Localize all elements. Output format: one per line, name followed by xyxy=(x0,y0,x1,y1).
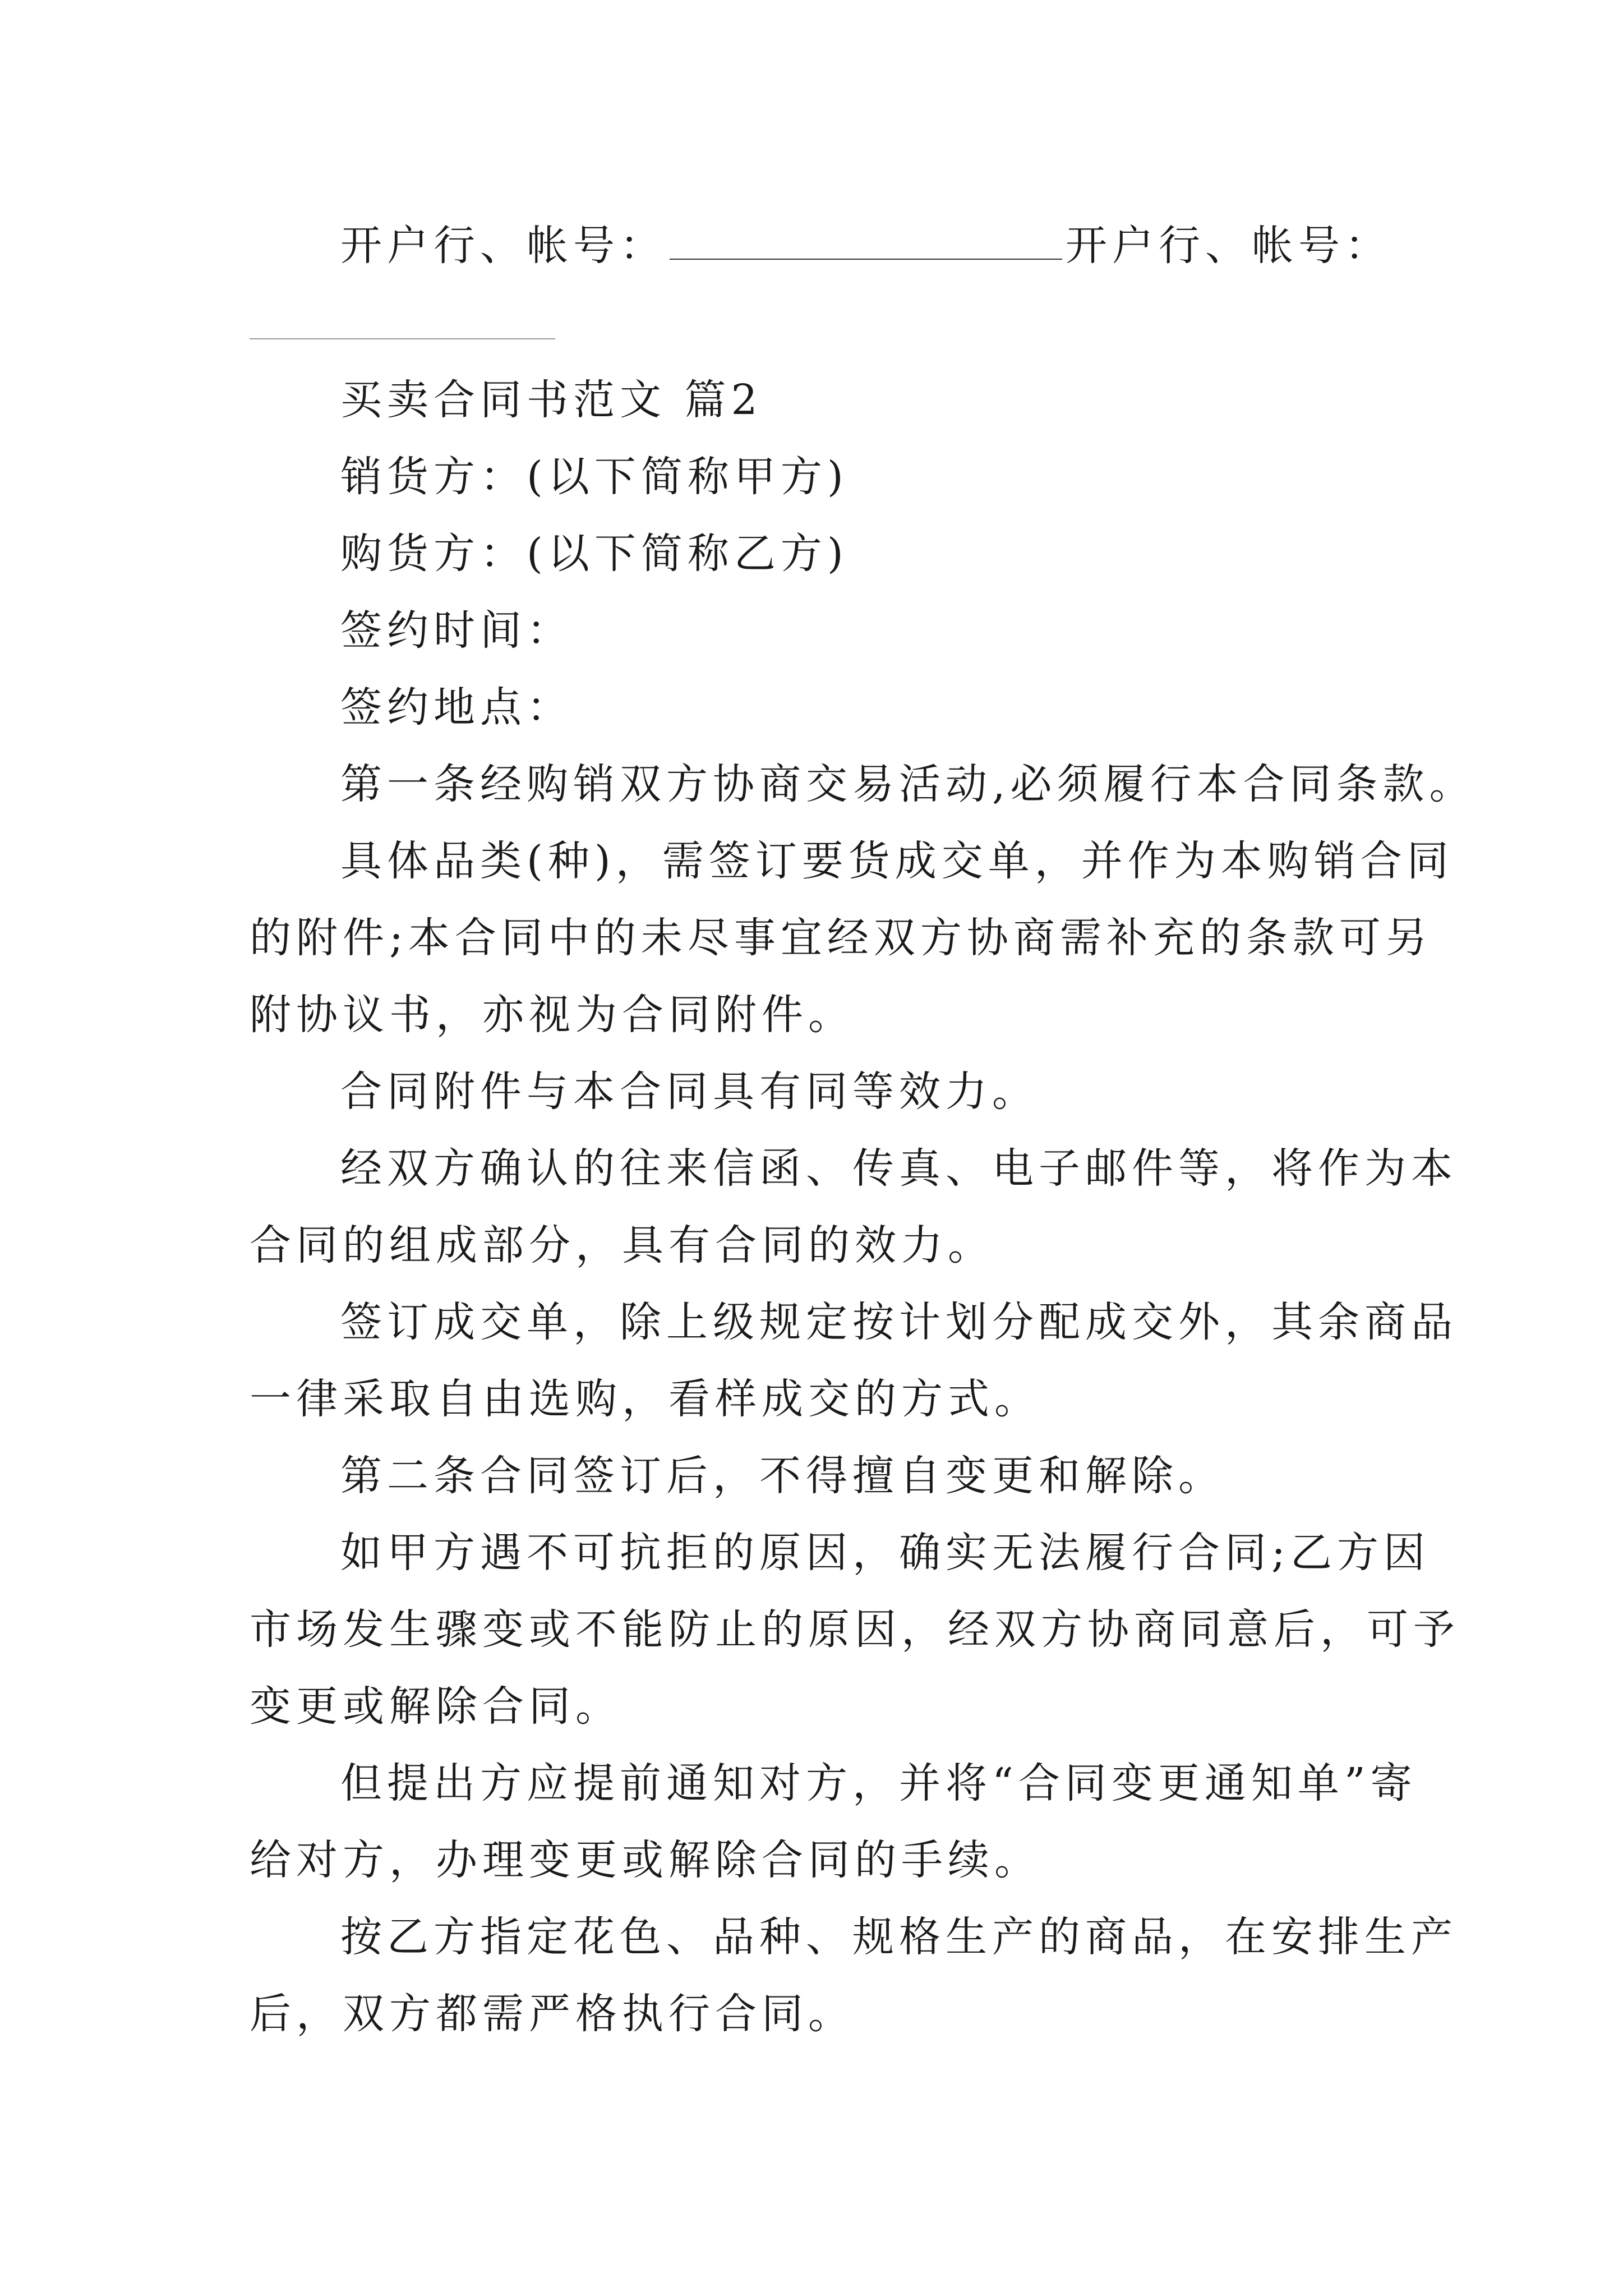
paragraph-1: 第一条经购销双方协商交易活动,必须履行本合同条款。 xyxy=(340,760,1476,808)
paragraph-3: 合同附件与本合同具有同等效力。 xyxy=(340,1068,1039,1116)
paragraph-7-line-3: 变更或解除合同。 xyxy=(250,1682,622,1731)
sign-time-line: 签约时间： xyxy=(340,606,573,655)
paragraph-8-line-1: 但提出方应提前通知对方，并将“合同变更通知单”寄 xyxy=(340,1759,1417,1807)
paragraph-7-line-1: 如甲方遇不可抗拒的原因，确实无法履行合同;乙方因 xyxy=(340,1529,1430,1577)
seller-line: 销货方：(以下简称甲方) xyxy=(340,453,849,501)
paragraph-2-line-1: 具体品类(种)，需签订要货成交单，并作为本购销合同 xyxy=(340,837,1454,885)
paragraph-2-line-3: 附协议书，亦视为合同附件。 xyxy=(250,991,855,1039)
account-blank-line-2 xyxy=(250,338,555,339)
account-blank-field xyxy=(670,225,1062,260)
account-line xyxy=(340,218,1400,274)
paragraph-5-line-1: 签订成交单，除上级规定按计划分配成交外，其余商品 xyxy=(340,1298,1458,1346)
paragraph-9-line-2: 后，双方都需严格执行合同。 xyxy=(250,1990,855,2038)
paragraph-9-line-1: 按乙方指定花色、品种、规格生产的商品，在安排生产 xyxy=(340,1913,1458,1961)
section-title: 买卖合同书范文 篇2 xyxy=(340,376,763,424)
paragraph-7-line-2: 市场发生骤变或不能防止的原因，经双方协商同意后，可予 xyxy=(250,1605,1460,1654)
paragraph-2-line-2: 的附件;本合同中的未尽事宜经双方协商需补充的条款可另 xyxy=(250,914,1432,962)
paragraph-8-line-2: 给对方，办理变更或解除合同的手续。 xyxy=(250,1836,1041,1884)
paragraph-6: 第二条合同签订后，不得擅自变更和解除。 xyxy=(340,1452,1225,1500)
paragraph-4-line-2: 合同的组成部分，具有合同的效力。 xyxy=(250,1221,994,1269)
paragraph-5-line-2: 一律采取自由选购，看样成交的方式。 xyxy=(250,1375,1041,1423)
account-label-1: 开户行、帐号： xyxy=(340,222,666,270)
paragraph-4-line-1: 经双方确认的往来信函、传真、电子邮件等，将作为本 xyxy=(340,1144,1458,1193)
account-label-2: 开户行、帐号： xyxy=(1066,222,1391,270)
buyer-line: 购货方：(以下简称乙方) xyxy=(340,530,849,578)
sign-place-line: 签约地点： xyxy=(340,683,573,731)
